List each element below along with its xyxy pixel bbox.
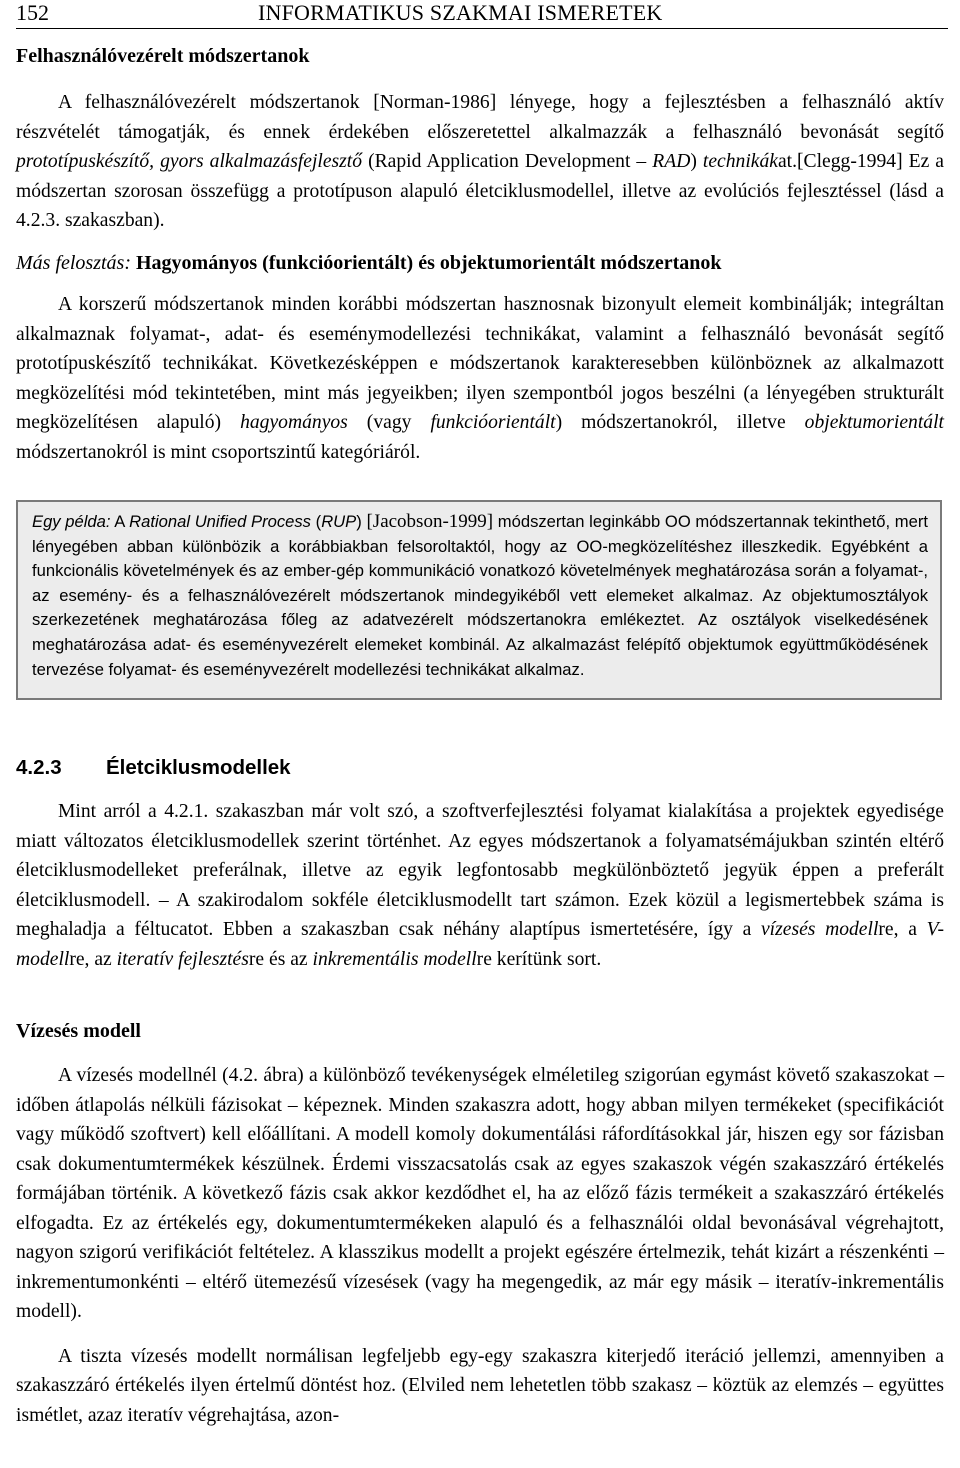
- page-number: 152: [16, 0, 49, 25]
- subsection-heading: Vízesés modell: [16, 1020, 141, 1042]
- section-user-driven: [16, 42, 944, 236]
- paragraph: A felhasználóvezérelt módszertanok [Norman-1986] lényege, hogy a fejlesztésben a felhasználó aktív részvételét támogatják, és ennek érdekében előszeretettel alkalmazzák a felhasználó bevonását segítő prototípuskészítő, gyors alkalmazásfejlesztő (Rapid Application Development – RAD) technikákat.[Clegg-1994] Ez a módszertan szorosan összefügg a prototípuson alapuló életciklusmodellel, illetve az evolúciós fejlesztéssel (lásd a 4.2.3. szakaszban).: [16, 92, 944, 231]
- section-waterfall: [16, 1061, 944, 1430]
- paragraph: A vízesés modellnél (4.2. ábra) a különböző tevékenységek elméletileg szigorúan egymást követő szakaszokat – időben átlapolás nélküli fázisokat – képeznek. Minden szakaszra adott, hogy abban milyen termékeket (specifikációt vagy működő szoftvert) kell előállítani. A modell komoly dokumentálási ráfordításokkal jár, hiszen egy sor fázisban csak dokumentumtermékek készülnek. Érdemi visszacsatolás csak az egyes szakaszok végén szakaszzáró értékelés formájában történik. A következő fázis csak akkor kezdődhet el, ha az előző fázis termékeit a szakaszzáró értékelés elfogadta. Ez az értékelés egy, dokumentumtermékeken alapuló és a felhasználói oldal bevonásával végrehajtott, nagyon szigorú verifikációt feltételez. A klasszikus modellt a projekt egészére értelmezik, tehát kizárt a részenkénti – inkrementumonkénti – eltérő ütemezésű vízesések (vagy ha megengedik, az már egy másik – iteratív-inkrementális modell).: [16, 1065, 944, 1322]
- section-title: 4.2.3 Életciklusmodellek: [16, 756, 291, 779]
- section-traditional-vs-oo: [16, 248, 944, 467]
- running-header: [16, 0, 948, 29]
- example-box: [16, 500, 942, 700]
- paragraph: A tiszta vízesés modellt normálisan legfeljebb egy-egy szakaszra kiterjedő iteráció jellemzi, amennyiben a szakaszzáró értékelés ilyen értelmű döntést hoz. (Elviled nem lehetetlen több szakasz – köztük az elemzés – együttes ismétlet, azaz iteratív végrehajtása, azon-: [16, 1345, 944, 1426]
- example-text: Egy példa: A Rational Unified Process (RUP) [Jacobson-1999] módszertan leginkább OO módszertannak tekinthető, mert lényegében abban különbözik a korábbiakban felsoroltaktól, hogy az OO-megközelítéshez illeszkedik. Egyébként a funkcionális követelmények és az ember-gép kommunikáció vonatkozó követelmények meghatározása során a folyamat-, az esemény- és a felhasználóvezérelt módszertanok mindegyikéből vett elemeket alkalmaz. Az objektumosztályok szerkezetének meghatározása főleg az adatvezérelt módszertanokra emlékeztet. Az osztályok viselkedésének meghatározása adat- és eseményvezérelt elemeket kombinál. Az alkalmazást felépítő objektumok együttműködésének tervezése folyamat- és eseményvezérelt modellezési technikákat alkalmaz.: [32, 511, 928, 679]
- section-heading: Más felosztás: Hagyományos (funkcióorientált) és objektumorientált módszertanok: [16, 252, 722, 274]
- paragraph: Mint arról a 4.2.1. szakaszban már volt szó, a szoftverfejlesztési folyamat kialakítása a projektek egyedisége miatt változatos életciklusmodellek szerint történhet. Az egyes módszertanok a folyamatsémájukban szintén eltérő életciklusmodelleket preferálnak, illetve az egyik legfontosabb megkülönböztető jegyük éppen a preferált életciklusmodell. – A szakirodalom sokféle életciklusmodellt tart számon. Ezek közül a legismertebbek száma is meghaladja a féltucatot. Ebben a szakaszban csak néhány alaptípus ismertetésére, így a vízesés modellre, a V-modellre, az iteratív fejlesztésre és az inkrementális modellre kerítünk sort.: [16, 801, 944, 970]
- section-heading: Felhasználóvezérelt módszertanok: [16, 45, 310, 67]
- running-title: INFORMATIKUS SZAKMAI ISMERETEK: [258, 0, 663, 25]
- section-life-cycle: [16, 797, 944, 974]
- paragraph: A korszerű módszertanok minden korábbi módszertan hasznosnak bizonyult elemeit kombinálják; integráltan alkalmaznak folyamat-, adat- és eseménymodellezési technikákat, valamint a felhasználó bevonását segítő prototípuskészítő technikákat. Következésképpen e módszertanok karakteresebben különböznek az alkalmazott megközelítési mód tekintetében, mint más jegyeikben; ilyen szempontból jogos beszélni (a lényegében strukturált megközelítésen alapuló) hagyományos (vagy funkcióorientált) módszertanokról, illetve objektumorientált módszertanokról is mint csoportszintű kategóriáról.: [16, 294, 944, 463]
